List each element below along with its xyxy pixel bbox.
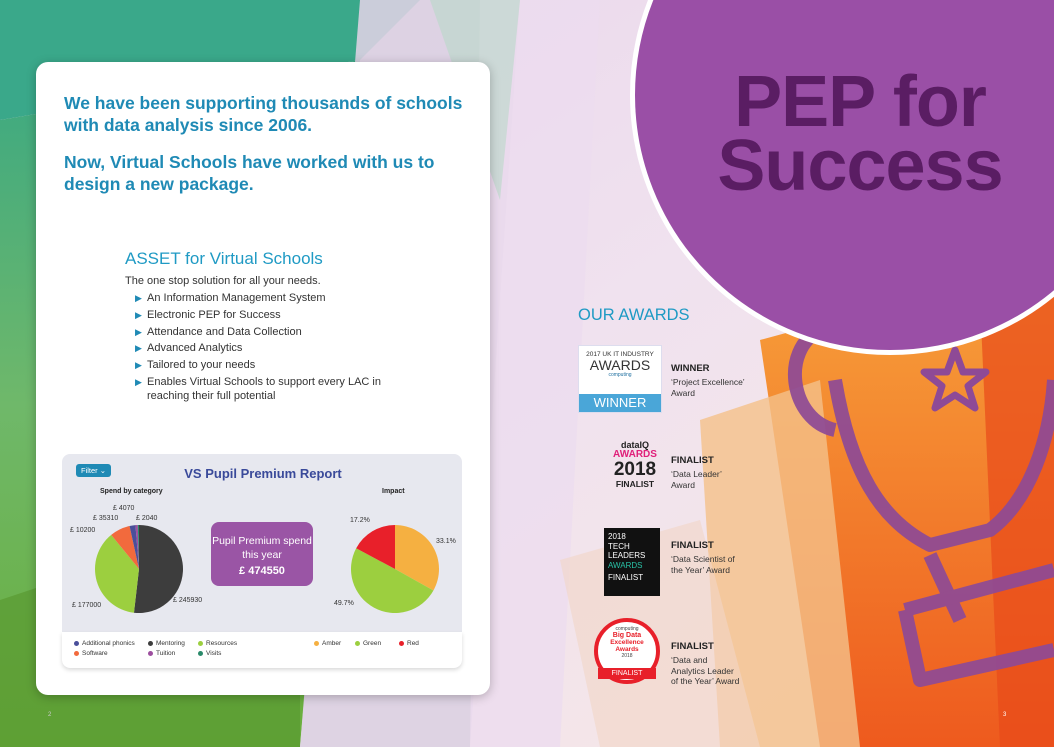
- award-logo-tech-leaders: [604, 528, 660, 596]
- impact-chart-label: Impact: [382, 488, 405, 495]
- award-desc: ‘Project Excellence’ Award: [671, 377, 745, 398]
- legend-item: Tuition: [148, 650, 175, 657]
- feature-text: Advanced Analytics: [147, 342, 243, 355]
- legend-item: Mentoring: [148, 640, 185, 647]
- award-finalist-ribbon: FINALIST: [598, 668, 656, 679]
- spend-data-label: £ 245930: [173, 597, 203, 604]
- logo-text: AWARDS: [608, 560, 643, 570]
- impact-data-label: 49.7%: [334, 600, 354, 607]
- logo-text: Big Data: [612, 632, 642, 639]
- arrow-right-icon: ▶: [135, 376, 142, 387]
- headline-line2: Now, Virtual Schools have worked with us to design a new package.: [64, 152, 435, 194]
- logo-text: TECH: [608, 541, 630, 551]
- feature-item: [125, 308, 415, 322]
- legend-dot: [198, 651, 203, 656]
- legend-item: Visits: [198, 650, 221, 657]
- legend-item: Resources: [198, 640, 237, 647]
- impact-data-label: 33.1%: [436, 538, 456, 545]
- award-logo-uk-it: [578, 345, 662, 413]
- asset-feature-list: [125, 291, 415, 406]
- legend-dot: [74, 651, 79, 656]
- feature-text: Enables Virtual Schools to support every LAC in reaching their full potential: [147, 375, 381, 402]
- legend-dot: [74, 641, 79, 646]
- feature-item: [125, 291, 415, 305]
- legend-dot: [399, 641, 404, 646]
- legend-item: Software: [74, 650, 108, 657]
- pep-title: [680, 62, 1040, 206]
- legend-dot: [355, 641, 360, 646]
- legend-item: Green: [355, 640, 381, 647]
- spend-pie-chart: [94, 524, 184, 614]
- spend-chart-label: Spend by category: [100, 488, 163, 495]
- arrow-right-icon: ▶: [135, 309, 142, 320]
- impact-pie-chart: [350, 524, 440, 614]
- chevron-down-icon: ⌄: [99, 466, 107, 475]
- pupil-premium-value: £ 474550: [239, 565, 285, 577]
- feature-text: Tailored to your needs: [147, 359, 256, 372]
- legend-item: Amber: [314, 640, 341, 647]
- page-number-left: 2: [48, 712, 52, 718]
- feature-item: [125, 375, 415, 403]
- spend-data-label: £ 2040: [136, 515, 158, 522]
- logo-text: 2018: [613, 459, 657, 480]
- logo-text: WINNER: [579, 394, 661, 412]
- legend-dot: [148, 641, 153, 646]
- legend-item: Additional phonics: [74, 640, 135, 647]
- logo-text: AWARDS: [613, 449, 657, 460]
- logo-text: computing: [608, 372, 632, 378]
- award-desc: ‘Data Scientist of the Year’ Award: [671, 554, 735, 575]
- spend-data-label: £ 35310: [93, 515, 119, 522]
- logo-text: Awards: [615, 646, 639, 653]
- pupil-premium-text: Pupil Premium spend this year: [212, 535, 312, 561]
- feature-text: An Information Management System: [147, 292, 326, 304]
- asset-intro: The one stop solution for all your needs.: [125, 275, 321, 287]
- award-status: FINALIST: [671, 455, 714, 466]
- award-desc: ‘Data and Analytics Leader of the Year’ Award: [671, 655, 740, 686]
- logo-text: Excellence: [610, 639, 644, 646]
- logo-text: FINALIST: [608, 573, 644, 582]
- impact-data-label: 17.2%: [350, 517, 370, 524]
- award-desc: ‘Data Leader’ Award: [671, 469, 722, 490]
- award-status: WINNER: [671, 363, 710, 374]
- awards-heading: OUR AWARDS: [578, 306, 690, 324]
- logo-text: 2018: [608, 532, 626, 541]
- pep-title-line2: Success: [717, 126, 1003, 206]
- arrow-right-icon: ▶: [135, 293, 142, 303]
- feature-text: Electronic PEP for Success: [147, 308, 281, 321]
- report-legend-box: [62, 632, 462, 668]
- pep-title-line1: PEP for: [734, 62, 986, 142]
- logo-text: FINALIST: [615, 479, 655, 489]
- award-logo-dataiq: [612, 440, 658, 502]
- legend-dot: [314, 641, 319, 646]
- logo-text: 2018: [621, 653, 633, 659]
- report-title: VS Pupil Premium Report: [184, 466, 342, 481]
- legend-item: Red: [399, 640, 419, 647]
- feature-item: [125, 358, 415, 372]
- award-status: FINALIST: [671, 540, 714, 551]
- headline-line1: We have been supporting thousands of schools with data analysis since 2006.: [64, 93, 463, 135]
- filter-label: Filter: [81, 466, 98, 475]
- feature-item: [125, 325, 415, 339]
- logo-text: dataIQ: [620, 440, 649, 450]
- spend-data-label: £ 10200: [70, 527, 96, 534]
- info-card: [36, 62, 490, 718]
- spend-data-label: £ 4070: [113, 505, 135, 512]
- logo-text: 2017 UK IT INDUSTRY: [586, 351, 654, 358]
- page-number-right: 3: [1003, 712, 1007, 718]
- legend-dot: [198, 641, 203, 646]
- asset-title: ASSET for Virtual Schools: [125, 249, 323, 268]
- arrow-right-icon: ▶: [135, 360, 142, 371]
- arrow-right-icon: ▶: [135, 343, 142, 354]
- feature-text: Attendance and Data Collection: [147, 325, 302, 338]
- feature-item: [125, 341, 415, 355]
- logo-text: computing: [615, 626, 639, 632]
- pupil-premium-box: [211, 522, 313, 586]
- arrow-right-icon: ▶: [135, 326, 142, 337]
- legend-dot: [148, 651, 153, 656]
- spend-data-label: £ 177000: [72, 602, 102, 609]
- logo-text: AWARDS: [589, 357, 651, 373]
- award-status: FINALIST: [671, 641, 714, 652]
- logo-text: LEADERS: [608, 551, 646, 560]
